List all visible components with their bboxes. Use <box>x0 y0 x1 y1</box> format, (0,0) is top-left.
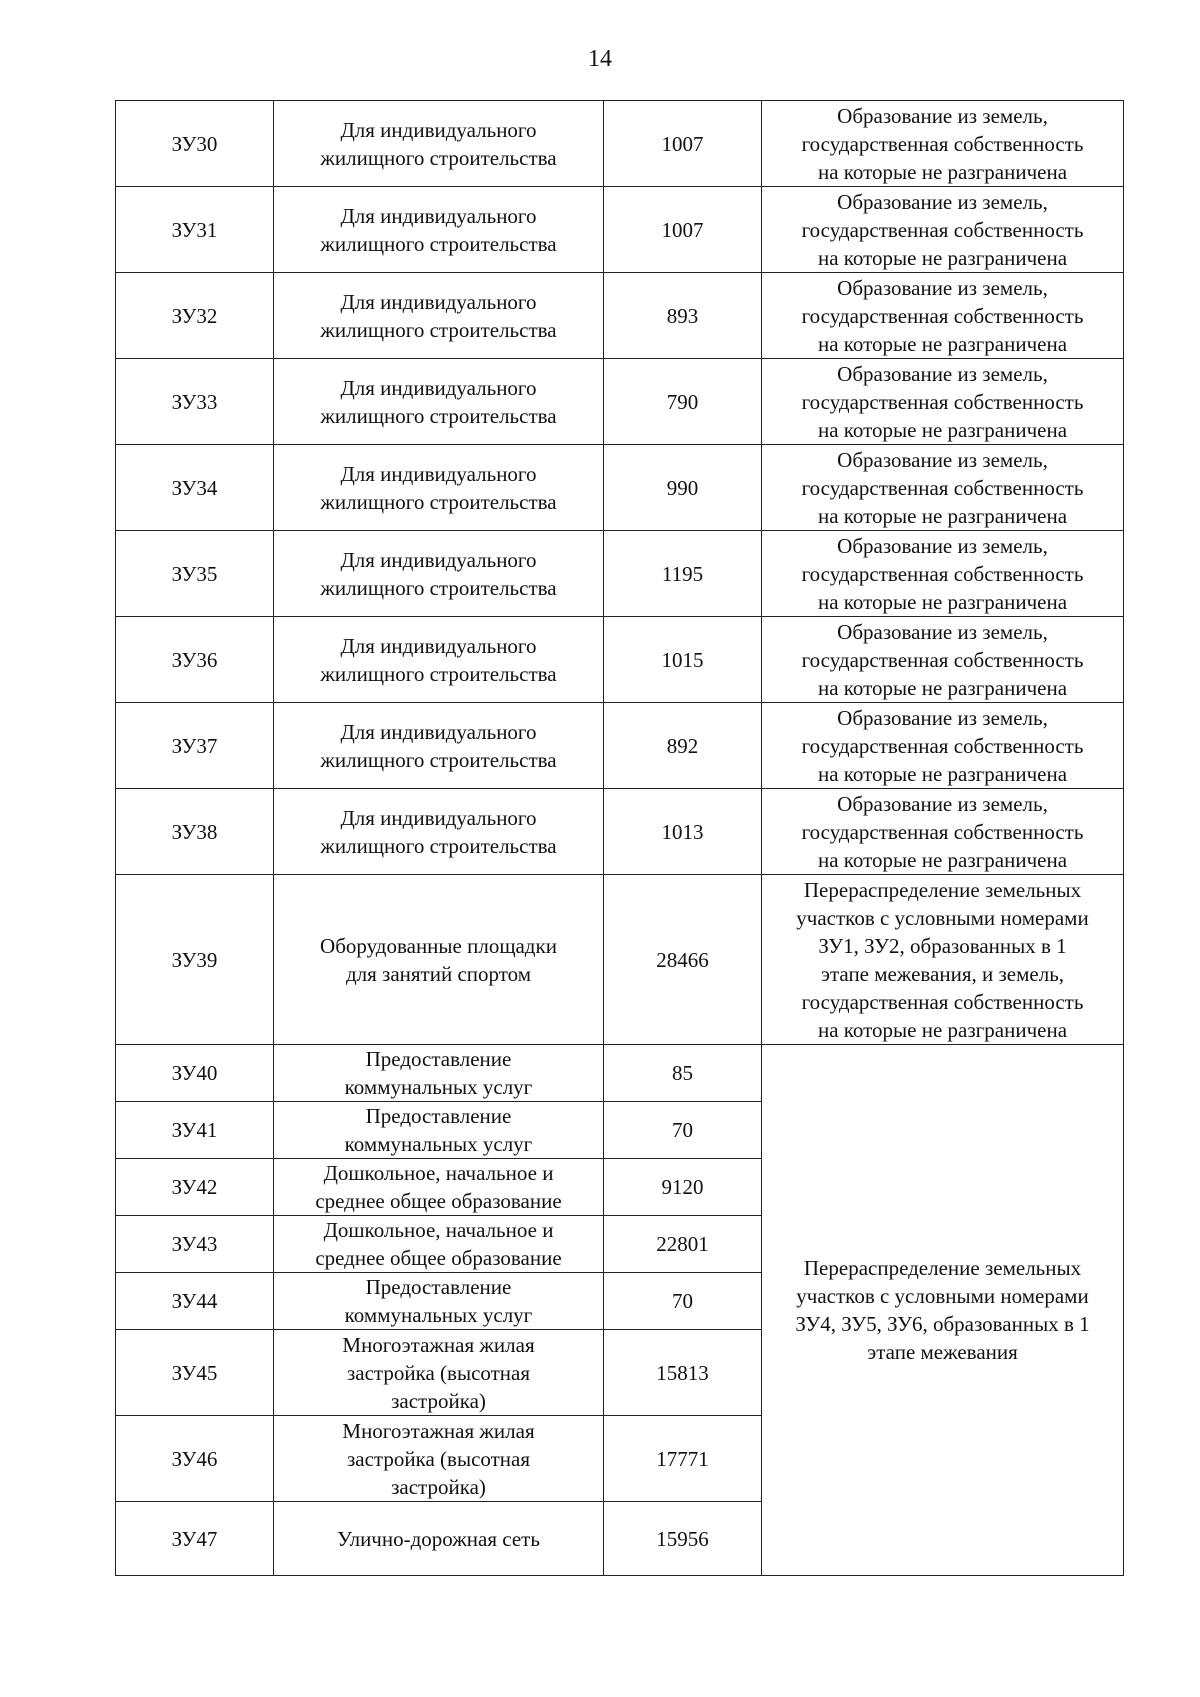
permitted-use-cell <box>274 1159 604 1216</box>
area-cell-text: 22801 <box>656 1232 709 1256</box>
plot-number-cell <box>116 1330 274 1416</box>
plot-number-cell <box>116 445 274 531</box>
permitted-use-cell-text: Для индивидуального жилищного строительства <box>320 805 557 858</box>
plot-number-cell <box>116 1159 274 1216</box>
permitted-use-cell <box>274 1045 604 1102</box>
permitted-use-cell-text: Оборудованные площадки для занятий спортом <box>320 933 557 986</box>
plot-number-cell-text: ЗУ45 <box>171 1360 218 1385</box>
area-cell-text: 15956 <box>656 1526 709 1551</box>
area-cell <box>604 617 762 703</box>
area-cell-text: 85 <box>672 1061 693 1085</box>
area-cell <box>604 359 762 445</box>
permitted-use-cell <box>274 273 604 359</box>
permitted-use-cell <box>274 1273 604 1330</box>
permitted-use-cell-text: Многоэтажная жилая застройка (высотная застройка) <box>342 1332 535 1413</box>
plot-number-cell <box>116 1502 274 1576</box>
area-cell-text: 70 <box>672 1289 693 1313</box>
formation-method-cell-text: Образование из земель, государственная собственность на которые не разграничена <box>801 619 1084 700</box>
area-cell-text: 892 <box>666 733 699 758</box>
plot-number-cell-text: ЗУ46 <box>171 1446 218 1471</box>
permitted-use-cell-text: Для индивидуального жилищного строительства <box>320 547 557 600</box>
formation-method-merged-cell <box>762 1045 1124 1576</box>
formation-method-cell <box>762 359 1124 445</box>
formation-method-cell <box>762 617 1124 703</box>
formation-method-cell-text: Перераспределение земельных участков с условными номерами ЗУ1, ЗУ2, образованных в 1 этапе межевания, и земель, государственная собственность на которые не разграничена <box>796 877 1089 1042</box>
formation-method-cell <box>762 531 1124 617</box>
table-row <box>116 875 1124 1045</box>
plot-number-cell-text: ЗУ42 <box>171 1175 218 1199</box>
area-cell <box>604 187 762 273</box>
area-cell <box>604 273 762 359</box>
area-cell-text: 15813 <box>656 1360 709 1385</box>
permitted-use-cell <box>274 1330 604 1416</box>
permitted-use-cell-text: Для индивидуального жилищного строительства <box>320 719 557 772</box>
plot-number-cell-text: ЗУ32 <box>171 303 218 328</box>
permitted-use-cell <box>274 617 604 703</box>
formation-method-cell-text: Образование из земель, государственная собственность на которые не разграничена <box>801 791 1084 872</box>
area-cell-text: 70 <box>672 1118 693 1142</box>
permitted-use-cell-text: Многоэтажная жилая застройка (высотная застройка) <box>342 1418 535 1499</box>
table-row <box>116 359 1124 445</box>
area-cell-text: 28466 <box>656 947 709 972</box>
area-cell-text: 1007 <box>661 217 704 242</box>
permitted-use-cell <box>274 1416 604 1502</box>
table-row <box>116 531 1124 617</box>
permitted-use-cell <box>274 1502 604 1576</box>
plot-number-cell <box>116 875 274 1045</box>
plot-number-cell <box>116 703 274 789</box>
plot-number-cell-text: ЗУ30 <box>171 131 218 156</box>
table-body <box>116 101 1124 1576</box>
area-cell <box>604 1416 762 1502</box>
area-cell <box>604 875 762 1045</box>
page-number: 14 <box>588 46 612 72</box>
area-cell <box>604 789 762 875</box>
plot-number-cell <box>116 359 274 445</box>
formation-method-cell <box>762 187 1124 273</box>
area-cell <box>604 703 762 789</box>
permitted-use-cell-text: Для индивидуального жилищного строительства <box>320 203 557 256</box>
plot-number-cell-text: ЗУ31 <box>171 217 218 242</box>
area-cell <box>604 1273 762 1330</box>
formation-method-cell <box>762 789 1124 875</box>
permitted-use-cell <box>274 445 604 531</box>
area-cell-text: 893 <box>666 303 699 328</box>
plot-number-cell <box>116 273 274 359</box>
area-cell <box>604 445 762 531</box>
formation-method-cell <box>762 273 1124 359</box>
area-cell-text: 9120 <box>661 1175 704 1199</box>
plot-number-cell <box>116 789 274 875</box>
permitted-use-cell <box>274 875 604 1045</box>
permitted-use-cell <box>274 187 604 273</box>
plot-number-cell-text: ЗУ39 <box>171 947 218 972</box>
formation-method-cell <box>762 101 1124 187</box>
plot-number-cell-text: ЗУ38 <box>171 819 218 844</box>
permitted-use-cell <box>274 101 604 187</box>
area-cell <box>604 1102 762 1159</box>
permitted-use-cell <box>274 531 604 617</box>
table-row <box>116 1045 1124 1102</box>
table-row <box>116 273 1124 359</box>
plot-number-cell <box>116 1416 274 1502</box>
formation-method-cell-text: Образование из земель, государственная собственность на которые не разграничена <box>801 361 1084 442</box>
permitted-use-cell <box>274 359 604 445</box>
plot-number-cell-text: ЗУ37 <box>171 733 218 758</box>
land-plots-table <box>115 100 1124 1576</box>
permitted-use-cell <box>274 789 604 875</box>
plot-number-cell-text: ЗУ40 <box>171 1061 218 1085</box>
plot-number-cell-text: ЗУ35 <box>171 561 218 586</box>
plot-number-cell-text: ЗУ33 <box>171 389 218 414</box>
formation-method-cell <box>762 445 1124 531</box>
permitted-use-cell <box>274 1216 604 1273</box>
area-cell <box>604 101 762 187</box>
area-cell <box>604 1502 762 1576</box>
area-cell-text: 1007 <box>661 131 704 156</box>
table-row <box>116 617 1124 703</box>
formation-method-cell-text: Образование из земель, государственная собственность на которые не разграничена <box>801 533 1084 614</box>
area-cell <box>604 1330 762 1416</box>
formation-method-cell-text: Образование из земель, государственная собственность на которые не разграничена <box>801 705 1084 786</box>
formation-method-cell-text: Образование из земель, государственная собственность на которые не разграничена <box>801 447 1084 528</box>
formation-method-cell <box>762 875 1124 1045</box>
permitted-use-cell <box>274 703 604 789</box>
permitted-use-cell-text: Для индивидуального жилищного строительства <box>320 375 557 428</box>
area-cell-text: 790 <box>666 389 699 414</box>
permitted-use-cell-text: Предоставление коммунальных услуг <box>344 1047 533 1099</box>
plot-number-cell-text: ЗУ44 <box>171 1289 218 1313</box>
formation-method-cell-text: Образование из земель, государственная собственность на которые не разграничена <box>801 275 1084 356</box>
permitted-use-cell-text: Дошкольное, начальное и среднее общее образование <box>315 1218 562 1270</box>
area-cell <box>604 1045 762 1102</box>
formation-method-merged-cell-text: Перераспределение земельных участков с условными номерами ЗУ4, ЗУ5, ЗУ6, образованных в 1 этапе межевания <box>795 1256 1090 1364</box>
plot-number-cell <box>116 1216 274 1273</box>
table-row <box>116 789 1124 875</box>
plot-number-cell-text: ЗУ41 <box>171 1118 218 1142</box>
permitted-use-cell-text: Предоставление коммунальных услуг <box>344 1104 533 1156</box>
area-cell <box>604 531 762 617</box>
table-row <box>116 703 1124 789</box>
plot-number-cell-text: ЗУ36 <box>171 647 218 672</box>
permitted-use-cell-text: Для индивидуального жилищного строительства <box>320 461 557 514</box>
plot-number-cell-text: ЗУ34 <box>171 475 218 500</box>
area-cell-text: 1195 <box>661 561 704 586</box>
plot-number-cell <box>116 1102 274 1159</box>
permitted-use-cell-text: Для индивидуального жилищного строительства <box>320 289 557 342</box>
permitted-use-cell-text: Для индивидуального жилищного строительства <box>320 117 557 170</box>
plot-number-cell <box>116 617 274 703</box>
plot-number-cell <box>116 101 274 187</box>
area-cell-text: 17771 <box>656 1446 709 1471</box>
plot-number-cell-text: ЗУ47 <box>171 1526 218 1551</box>
plot-number-cell <box>116 1045 274 1102</box>
area-cell-text: 990 <box>666 475 699 500</box>
formation-method-cell <box>762 703 1124 789</box>
formation-method-cell-text: Образование из земель, государственная собственность на которые не разграничена <box>801 103 1084 184</box>
permitted-use-cell-text: Дошкольное, начальное и среднее общее образование <box>315 1161 562 1213</box>
permitted-use-cell-text: Улично-дорожная сеть <box>337 1526 540 1551</box>
table-row <box>116 445 1124 531</box>
permitted-use-cell-text: Для индивидуального жилищного строительства <box>320 633 557 686</box>
permitted-use-cell <box>274 1102 604 1159</box>
area-cell <box>604 1159 762 1216</box>
formation-method-cell-text: Образование из земель, государственная собственность на которые не разграничена <box>801 189 1084 270</box>
table-row <box>116 187 1124 273</box>
plot-number-cell-text: ЗУ43 <box>171 1232 218 1256</box>
plot-number-cell <box>116 1273 274 1330</box>
area-cell <box>604 1216 762 1273</box>
plot-number-cell <box>116 187 274 273</box>
plot-number-cell <box>116 531 274 617</box>
permitted-use-cell-text: Предоставление коммунальных услуг <box>344 1275 533 1327</box>
table-row <box>116 101 1124 187</box>
area-cell-text: 1015 <box>661 647 704 672</box>
area-cell-text: 1013 <box>661 819 704 844</box>
